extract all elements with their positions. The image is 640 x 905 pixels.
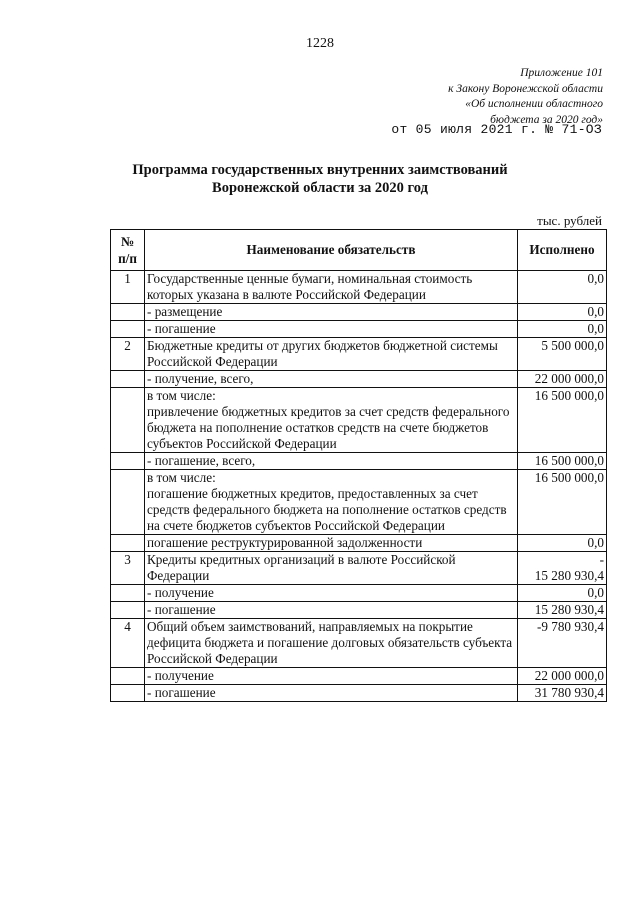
row-amount-dash: - (599, 552, 604, 567)
row-description: Общий объем заимствований, направляемых на покрытие дефицита бюджета и погашение долговых обязательств субъекта Российской Федерации (145, 619, 518, 668)
table-row (111, 470, 607, 535)
row-amount: 16 500 000,0 (518, 453, 607, 470)
row-amount: 22 000 000,0 (518, 668, 607, 685)
row-description: в том числе: (147, 388, 216, 403)
row-description-block (145, 388, 518, 453)
row-number (111, 602, 145, 619)
table-row (111, 388, 607, 453)
row-number (111, 371, 145, 388)
table-row (111, 271, 607, 304)
table-row (111, 304, 607, 321)
row-amount: 0,0 (518, 535, 607, 552)
table-row (111, 668, 607, 685)
page-number: 1228 (306, 36, 334, 51)
row-description: - размещение (145, 304, 518, 321)
header-amount: Исполнено (518, 230, 607, 271)
row-amount: 31 780 930,4 (518, 685, 607, 702)
table-row (111, 535, 607, 552)
title-line-1: Программа государственных внутренних заимствований (132, 162, 508, 178)
header-number-line-1: № (120, 234, 135, 249)
row-amount: 5 500 000,0 (518, 338, 607, 371)
row-description: - погашение (145, 602, 518, 619)
row-description-detail: привлечение бюджетных кредитов за счет средств федерального бюджета на пополнение остатков средств на счете бюджетов субъектов Российской Федерации (147, 404, 510, 451)
row-description: в том числе: (147, 470, 216, 485)
table-row (111, 338, 607, 371)
row-amount: 0,0 (518, 321, 607, 338)
row-number: 4 (111, 619, 145, 668)
row-number (111, 685, 145, 702)
table-row (111, 371, 607, 388)
borrowing-table (110, 229, 607, 702)
row-number (111, 304, 145, 321)
row-amount: 22 000 000,0 (518, 371, 607, 388)
row-number: 3 (111, 552, 145, 585)
appendix-line-3: «Об исполнении областного (465, 98, 603, 110)
row-description: - погашение, всего, (145, 453, 518, 470)
row-number (111, 585, 145, 602)
row-amount: 0,0 (518, 304, 607, 321)
row-description: - погашение (145, 321, 518, 338)
law-date-stamp: от 05 июля 2021 г. № 71-ОЗ (391, 122, 602, 137)
appendix-line-2: к Закону Воронежской области (448, 82, 603, 95)
table-header-row (111, 230, 607, 271)
row-number (111, 535, 145, 552)
row-amount-block (518, 552, 607, 585)
row-description: - погашение (145, 685, 518, 702)
row-number (111, 321, 145, 338)
row-number (111, 668, 145, 685)
unit-label: тыс. рублей (537, 213, 602, 228)
row-amount: 15 280 930,4 (518, 602, 607, 619)
table-row (111, 453, 607, 470)
row-description: - получение (145, 668, 518, 685)
appendix-line-1: Приложение 101 (520, 67, 603, 79)
row-number: 1 (111, 271, 145, 304)
table-row (111, 602, 607, 619)
table-row (111, 552, 607, 585)
row-description: - получение, всего, (145, 371, 518, 388)
table-row (111, 585, 607, 602)
row-amount: 15 280 930,4 (534, 568, 604, 583)
row-number (111, 453, 145, 470)
row-description-block (145, 470, 518, 535)
row-description-detail: погашение бюджетных кредитов, предоставленных за счет средств федерального бюджета на пополнение остатков средств на счете бюджетов субъектов Российской Федерации (147, 486, 507, 533)
row-amount: 16 500 000,0 (518, 470, 607, 535)
row-number (111, 388, 145, 453)
row-description: Государственные ценные бумаги, номинальная стоимость которых указана в валюте Российской Федерации (145, 271, 518, 304)
row-amount: 16 500 000,0 (518, 388, 607, 453)
table-row (111, 619, 607, 668)
header-number (111, 230, 145, 271)
row-description: Кредиты кредитных организаций в валюте Российской Федерации (145, 552, 518, 585)
row-description: Бюджетные кредиты от других бюджетов бюджетной системы Российской Федерации (145, 338, 518, 371)
row-amount: 0,0 (518, 271, 607, 304)
header-number-line-2: п/п (118, 251, 137, 266)
row-description: погашение реструктурированной задолженности (145, 535, 518, 552)
row-number: 2 (111, 338, 145, 371)
row-number (111, 470, 145, 535)
row-amount: -9 780 930,4 (518, 619, 607, 668)
row-amount: 0,0 (518, 585, 607, 602)
title-line-2: Воронежской области за 2020 год (212, 180, 428, 196)
appendix-block (448, 66, 603, 128)
table-row (111, 321, 607, 338)
appendix-line-4: бюджета за 2020 год» (490, 113, 603, 126)
document-title (0, 161, 640, 197)
table-row (111, 685, 607, 702)
header-name: Наименование обязательств (145, 230, 518, 271)
row-description: - получение (145, 585, 518, 602)
